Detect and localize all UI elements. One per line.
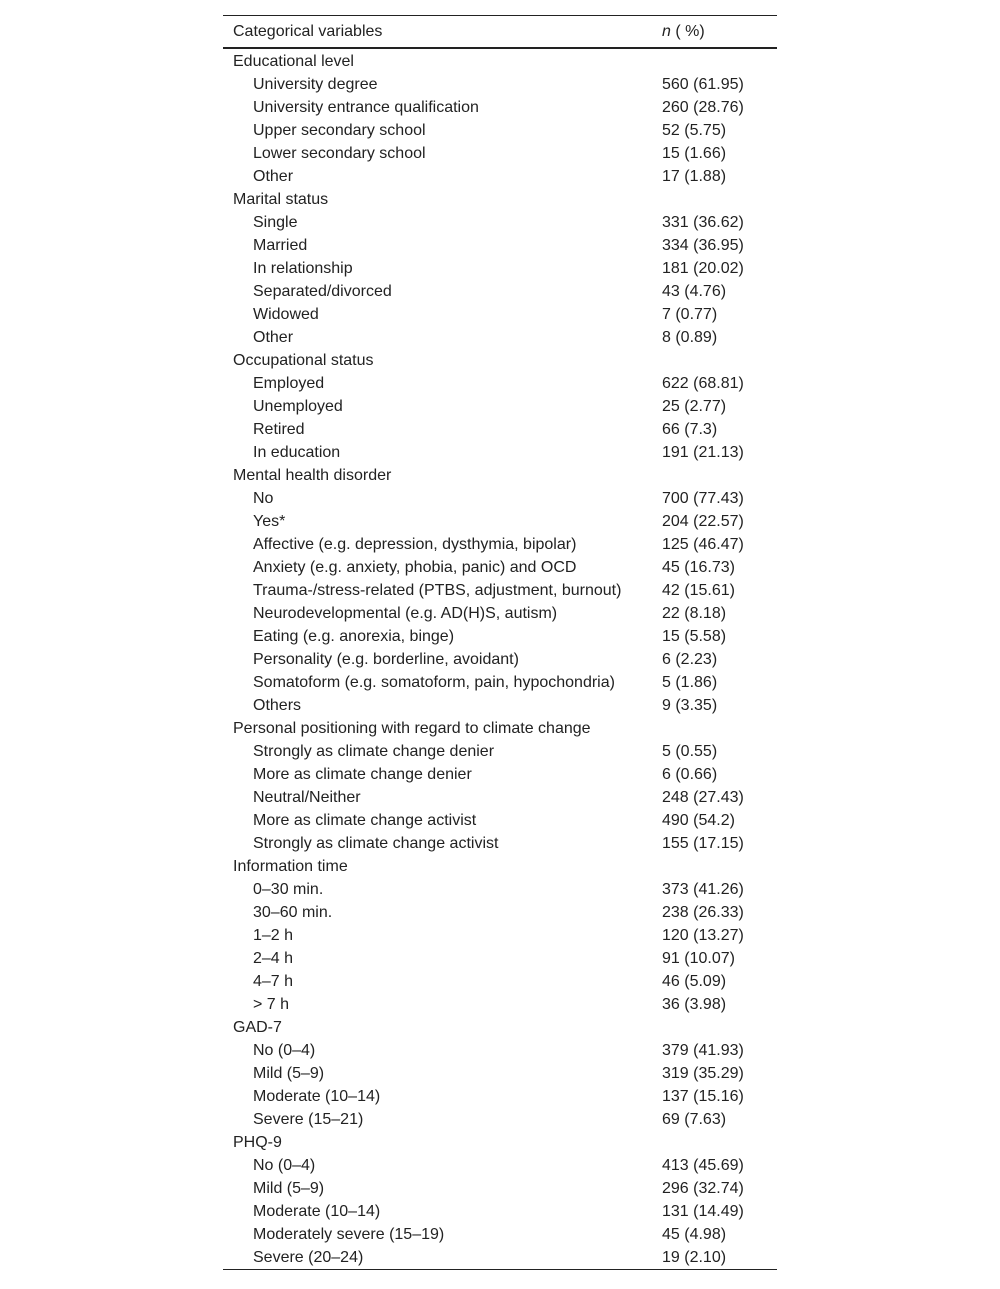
row-label: Severe (20–24) — [253, 1249, 364, 1266]
row-label: No (0–4) — [253, 1157, 316, 1174]
row-label: Severe (15–21) — [253, 1111, 364, 1128]
row-value: 125 (46.47) — [662, 536, 744, 553]
row-label: Others — [253, 697, 302, 714]
row-value: 42 (15.61) — [662, 582, 735, 599]
row-label: Neutral/Neither — [253, 789, 361, 806]
row-value: 69 (7.63) — [662, 1111, 727, 1128]
row-label: Anxiety (e.g. anxiety, phobia, panic) and OCD — [253, 559, 577, 576]
row-value: 7 (0.77) — [662, 306, 718, 323]
row-value: 52 (5.75) — [662, 122, 727, 139]
row-value: 15 (5.58) — [662, 628, 727, 645]
table-row — [223, 579, 777, 602]
row-value: 181 (20.02) — [662, 260, 744, 277]
row-label: More as climate change denier — [253, 766, 472, 783]
category-label: Occupational status — [233, 352, 374, 369]
row-label: > 7 h — [253, 996, 290, 1013]
row-value: 191 (21.13) — [662, 444, 744, 461]
table-row — [223, 303, 777, 326]
row-value: 331 (36.62) — [662, 214, 744, 231]
category-row — [223, 349, 777, 372]
table-row — [223, 211, 777, 234]
table-row — [223, 740, 777, 763]
row-value: 700 (77.43) — [662, 490, 744, 507]
row-value: 8 (0.89) — [662, 329, 718, 346]
row-label: Trauma-/stress-related (PTBS, adjustment, burnout) — [253, 582, 622, 599]
row-value — [652, 855, 777, 878]
row-label: Somatoform (e.g. somatoform, pain, hypochondria) — [253, 674, 615, 691]
row-value: 22 (8.18) — [662, 605, 727, 622]
table-body — [223, 48, 777, 1270]
row-label: Strongly as climate change activist — [253, 835, 499, 852]
row-label: Neurodevelopmental (e.g. AD(H)S, autism) — [253, 605, 558, 622]
row-label: Mild (5–9) — [253, 1180, 325, 1197]
row-value: 137 (15.16) — [662, 1088, 744, 1105]
table-row — [223, 510, 777, 533]
row-label: University entrance qualification — [253, 99, 479, 116]
row-label: 2–4 h — [253, 950, 294, 967]
table-row — [223, 326, 777, 349]
table-row — [223, 671, 777, 694]
table-row — [223, 625, 777, 648]
row-label: Moderately severe (15–19) — [253, 1226, 445, 1243]
header-n-percent — [652, 16, 777, 49]
row-value: 6 (2.23) — [662, 651, 718, 668]
category-label: PHQ-9 — [233, 1134, 282, 1151]
row-value — [652, 1016, 777, 1039]
category-row — [223, 1131, 777, 1154]
row-value: 45 (16.73) — [662, 559, 735, 576]
row-label: Separated/divorced — [253, 283, 392, 300]
table-header-row — [223, 16, 777, 49]
table-row — [223, 1177, 777, 1200]
table-row — [223, 441, 777, 464]
row-label: University degree — [253, 76, 378, 93]
table-row — [223, 1246, 777, 1270]
row-label: No — [253, 490, 274, 507]
row-value: 36 (3.98) — [662, 996, 727, 1013]
table-row — [223, 280, 777, 303]
row-value: 204 (22.57) — [662, 513, 744, 530]
table-row — [223, 602, 777, 625]
category-label: Educational level — [233, 53, 354, 70]
table-row — [223, 1223, 777, 1246]
row-value: 45 (4.98) — [662, 1226, 727, 1243]
table-bottom-rule — [223, 1270, 777, 1279]
row-label: Retired — [253, 421, 305, 438]
row-label: 30–60 min. — [253, 904, 333, 921]
category-label: Marital status — [233, 191, 329, 208]
row-value: 9 (3.35) — [662, 697, 718, 714]
row-label: Moderate (10–14) — [253, 1088, 381, 1105]
table-row — [223, 165, 777, 188]
header-categorical-variables: Categorical variables — [223, 16, 652, 49]
table-row — [223, 96, 777, 119]
table-row — [223, 556, 777, 579]
category-row — [223, 717, 777, 740]
demographics-table — [223, 15, 777, 1278]
header-percent: ( %) — [670, 22, 705, 40]
category-row — [223, 1016, 777, 1039]
row-label: Moderate (10–14) — [253, 1203, 381, 1220]
row-value: 5 (0.55) — [662, 743, 718, 760]
row-value: 15 (1.66) — [662, 145, 727, 162]
row-value: 622 (68.81) — [662, 375, 744, 392]
category-row — [223, 464, 777, 487]
table-row — [223, 533, 777, 556]
category-row — [223, 855, 777, 878]
row-label: Employed — [253, 375, 325, 392]
table-row — [223, 1108, 777, 1131]
table-row — [223, 1062, 777, 1085]
row-label: Other — [253, 168, 294, 185]
table-row — [223, 257, 777, 280]
table-row — [223, 73, 777, 96]
row-label: Single — [253, 214, 298, 231]
table-row — [223, 970, 777, 993]
row-value: 155 (17.15) — [662, 835, 744, 852]
row-value: 131 (14.49) — [662, 1203, 744, 1220]
table-row — [223, 878, 777, 901]
category-row — [223, 188, 777, 211]
table-row — [223, 786, 777, 809]
row-label: No (0–4) — [253, 1042, 316, 1059]
table-row — [223, 1085, 777, 1108]
row-label: Unemployed — [253, 398, 343, 415]
table-row — [223, 694, 777, 717]
row-value — [652, 188, 777, 211]
category-row — [223, 48, 777, 73]
row-value: 66 (7.3) — [662, 421, 718, 438]
row-value: 248 (27.43) — [662, 789, 744, 806]
row-label: Married — [253, 237, 308, 254]
row-value: 373 (41.26) — [662, 881, 744, 898]
row-value: 91 (10.07) — [662, 950, 735, 967]
table-row — [223, 1154, 777, 1177]
table-row — [223, 832, 777, 855]
row-value: 490 (54.2) — [662, 812, 735, 829]
row-value: 19 (2.10) — [662, 1249, 727, 1266]
row-value: 334 (36.95) — [662, 237, 744, 254]
row-value: 560 (61.95) — [662, 76, 744, 93]
row-label: In relationship — [253, 260, 353, 277]
table-row — [223, 119, 777, 142]
row-value: 260 (28.76) — [662, 99, 744, 116]
row-label: 1–2 h — [253, 927, 294, 944]
row-label: Yes* — [253, 513, 286, 530]
row-label: Mild (5–9) — [253, 1065, 325, 1082]
row-label: Eating (e.g. anorexia, binge) — [253, 628, 455, 645]
table-row — [223, 947, 777, 970]
row-label: Other — [253, 329, 294, 346]
row-value: 43 (4.76) — [662, 283, 727, 300]
row-value: 46 (5.09) — [662, 973, 727, 990]
row-value: 238 (26.33) — [662, 904, 744, 921]
row-value: 413 (45.69) — [662, 1157, 744, 1174]
header-n: n — [662, 22, 671, 40]
category-label: Information time — [233, 858, 348, 875]
row-label: 4–7 h — [253, 973, 294, 990]
row-value — [652, 349, 777, 372]
row-value: 25 (2.77) — [662, 398, 727, 415]
table-row — [223, 993, 777, 1016]
row-value — [652, 717, 777, 740]
row-value — [652, 464, 777, 487]
table-row — [223, 1200, 777, 1223]
row-label: Affective (e.g. depression, dysthymia, bipolar) — [253, 536, 577, 553]
table-row — [223, 418, 777, 441]
category-label: Personal positioning with regard to climate change — [233, 720, 591, 737]
row-label: 0–30 min. — [253, 881, 324, 898]
table-row — [223, 924, 777, 947]
table-row — [223, 648, 777, 671]
table-row — [223, 395, 777, 418]
table-row — [223, 763, 777, 786]
row-value: 120 (13.27) — [662, 927, 744, 944]
row-value: 6 (0.66) — [662, 766, 718, 783]
row-label: Lower secondary school — [253, 145, 426, 162]
row-value: 296 (32.74) — [662, 1180, 744, 1197]
row-value: 379 (41.93) — [662, 1042, 744, 1059]
table-row — [223, 901, 777, 924]
row-label: Widowed — [253, 306, 319, 323]
category-label: GAD-7 — [233, 1019, 282, 1036]
row-label: More as climate change activist — [253, 812, 477, 829]
table-row — [223, 487, 777, 510]
category-label: Mental health disorder — [233, 467, 392, 484]
table-row — [223, 809, 777, 832]
row-value — [652, 48, 777, 73]
demographics-table-container — [223, 15, 777, 1278]
table-row — [223, 1039, 777, 1062]
row-label: Upper secondary school — [253, 122, 426, 139]
table-row — [223, 234, 777, 257]
row-label: In education — [253, 444, 341, 461]
table-row — [223, 372, 777, 395]
table-row — [223, 142, 777, 165]
row-value: 17 (1.88) — [662, 168, 727, 185]
row-label: Strongly as climate change denier — [253, 743, 495, 760]
row-value: 319 (35.29) — [662, 1065, 744, 1082]
row-label: Personality (e.g. borderline, avoidant) — [253, 651, 519, 668]
row-value: 5 (1.86) — [662, 674, 718, 691]
row-value — [652, 1131, 777, 1154]
